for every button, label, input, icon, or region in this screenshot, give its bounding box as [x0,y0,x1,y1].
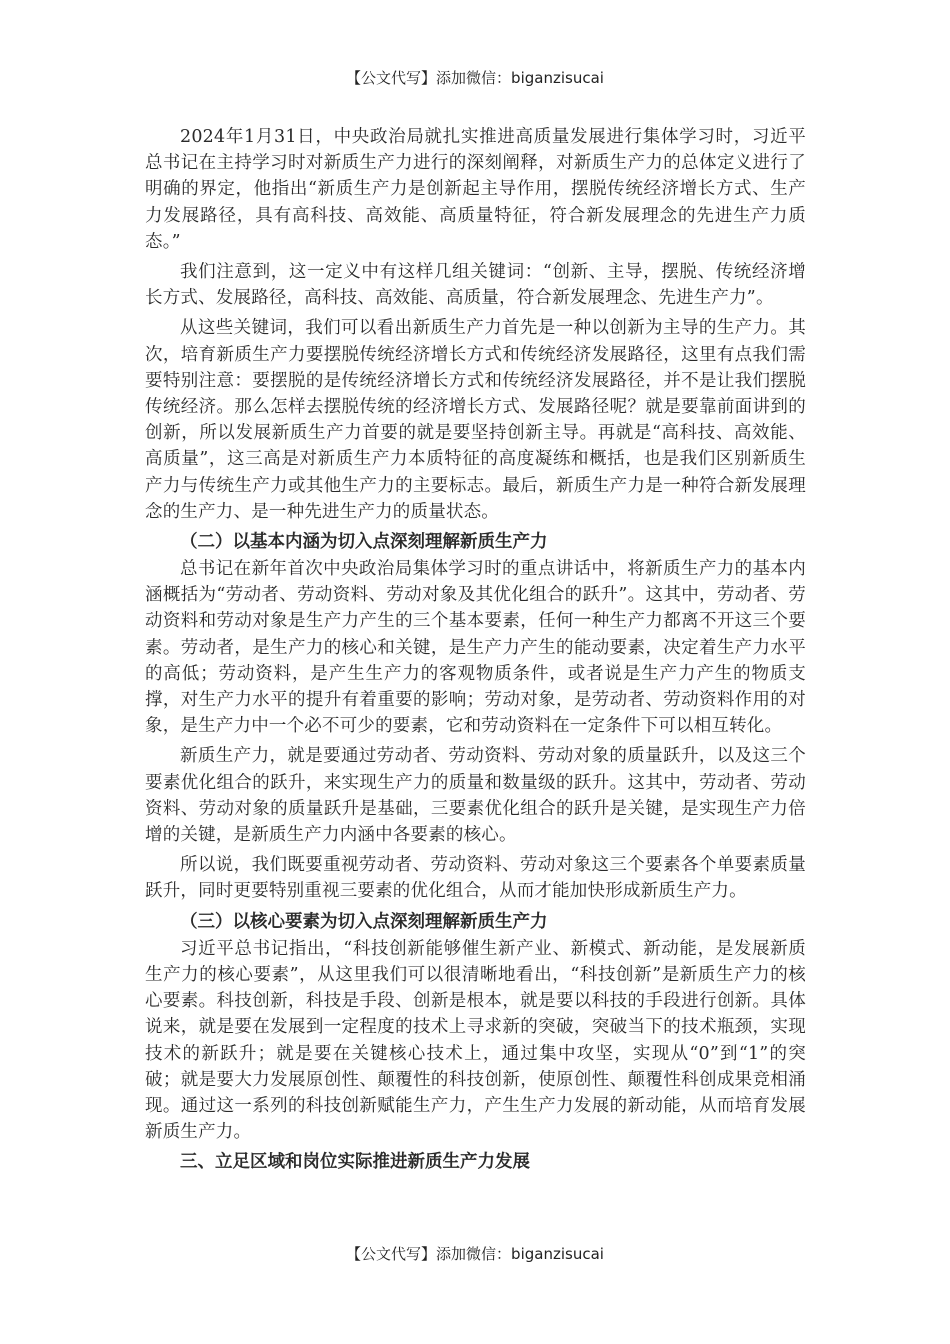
paragraph-quality-leap: 新质生产力，就是要通过劳动者、劳动资料、劳动对象的质量跃升，以及这三个要素优化组合的跃升，来实现生产力的质量和数量级的跃升。这其中，劳动者、劳动资料、劳动对象的质量跃升是基础，三要素优化组合的跃升是关键，是实现生产力倍增的关键，是新质生产力内涵中各要素的核心。 [145,746,806,846]
paragraph-basic-connotation: 总书记在新年首次中央政治局集体学习时的重点讲话中，将新质生产力的基本内涵概括为“劳动者、劳动资料、劳动对象及其优化组合的跃升”。这其中，劳动者、劳动资料和劳动对象是生产力产生的三个基本要素，任何一种生产力都离不开这三个要素。劳动者，是生产力的核心和关键，是生产力产生的能动要素，决定着生产力水平的高低；劳动资料，是产生生产力的客观物质条件，或者说是生产力产生的物质支撑，对生产力水平的提升有着重要的影响；劳动对象，是劳动者、劳动资料作用的对象，是生产力中一个必不可少的要素，它和劳动资料在一定条件下可以相互转化。 [145,559,806,737]
section-heading-regional-practice: 三、立足区域和岗位实际推进新质生产力发展 [180,1152,530,1173]
paragraph-keywords: 我们注意到，这一定义中有这样几组关键词：“创新、主导，摆脱、传统经济增长方式、发展路径，高科技、高效能、高质量，符合新发展理念、先进生产力”。 [145,262,806,309]
paragraph-definition: 2024年1月31日，中央政治局就扎实推进高质量发展进行集体学习时，习近平总书记在主持学习时对新质生产力进行的深刻阐释，对新质生产力的总体定义进行了明确的界定，他指出“新质生产力是创新起主导作用，摆脱传统经济增长方式、生产力发展路径，具有高科技、高效能、高质量特征，符合新发展理念的先进生产力质态。” [145,127,806,252]
page-header: 【公文代写】添加微信：biganzisucai [346,69,604,87]
page-footer: 【公文代写】添加微信：biganzisucai [346,1245,604,1263]
paragraph-conclusion: 所以说，我们既要重视劳动者、劳动资料、劳动对象这三个要素各个单要素质量跃升，同时更要特别重视三要素的优化组合，从而才能加快形成新质生产力。 [145,855,806,902]
section-heading-core-element: （三）以核心要素为切入点深刻理解新质生产力 [180,911,548,932]
paragraph-tech-innovation: 习近平总书记指出，“科技创新能够催生新产业、新模式、新动能，是发展新质生产力的核心要素”，从这里我们可以很清晰地看出，“科技创新”是新质生产力的核心要素。科技创新，科技是手段、创新是根本，就是要以科技的手段进行创新。具体说来，就是要在发展到一定程度的技术上寻求新的突破，突破当下的技术瓶颈，实现技术的新跃升；就是要在关键核心技术上，通过集中攻坚，实现从“0”到“1”的突破；就是要大力发展原创性、颠覆性的科技创新，使原创性、颠覆性科创成果竞相涌现。通过这一系列的科技创新赋能生产力，产生生产力发展的新动能，从而培育发展新质生产力。 [145,938,806,1143]
section-heading-basic-connotation: （二）以基本内涵为切入点深刻理解新质生产力 [180,532,548,553]
document-body [145,124,806,1176]
paragraph-analysis: 从这些关键词，我们可以看出新质生产力首先是一种以创新为主导的生产力。其次，培育新质生产力要摆脱传统经济增长方式和传统经济发展路径，这里有点我们需要特别注意：要摆脱的是传统经济增长方式和传统经济发展路径，并不是让我们摆脱传统经济。那么怎样去摆脱传统的经济增长方式、发展路径呢？就是要靠前面讲到的创新，所以发展新质生产力首要的就是要坚持创新主导。再就是“高科技、高效能、高质量”，这三高是对新质生产力本质特征的高度凝练和概括，也是我们区别新质生产力与传统生产力或其他生产力的主要标志。最后，新质生产力是一种符合新发展理念的生产力、是一种先进生产力的质量状态。 [145,318,806,522]
